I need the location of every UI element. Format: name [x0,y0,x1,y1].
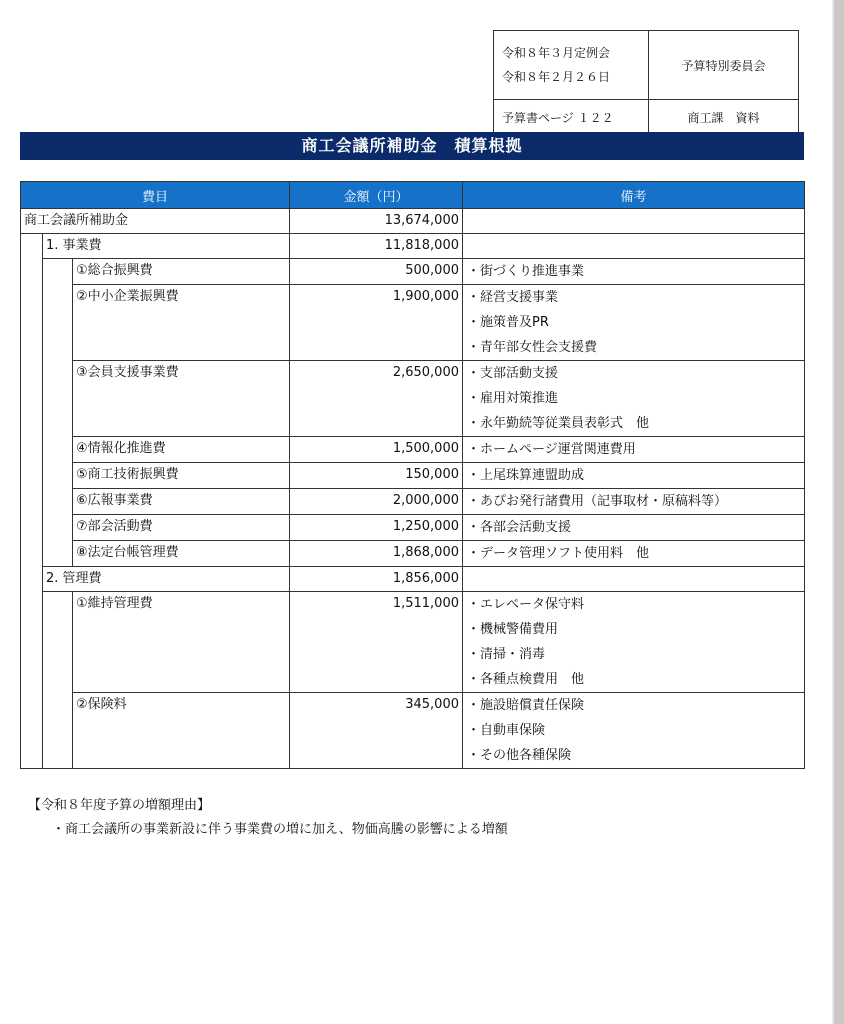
item-name: ①総合振興費 [73,259,290,285]
reason-text: ・商工会議所の事業新設に伴う事業費の増に加え、物価高騰の影響による増額 [52,822,508,837]
indent-cell [43,361,73,437]
item-name: ⑤商工技術振興費 [73,463,290,489]
indent-cell [43,437,73,463]
remark-line: ・エレベータ保守料 [467,597,585,612]
item-name: ⑦部会活動費 [73,515,290,541]
item-amount: 2,650,000 [290,361,463,437]
group-name: 2. 管理費 [43,567,290,592]
item-amount: 2,000,000 [290,489,463,515]
item-remarks [463,489,805,515]
indent-cell [21,592,43,693]
indent-cell [43,259,73,285]
group-amount: 1,856,000 [290,567,463,592]
item-remarks [463,693,805,769]
group-remarks [463,567,805,592]
remark-line: ・ホームページ運営関連費用 [467,442,636,457]
table-row [21,285,805,361]
remark-line: ・雇用対策推進 [467,391,559,406]
group-name: 1. 事業費 [43,234,290,259]
table-row [21,361,805,437]
indent-cell [43,285,73,361]
page-edge [834,0,844,1024]
item-name: ④情報化推進費 [73,437,290,463]
group-remarks [463,234,805,259]
indent-cell [21,437,43,463]
indent-cell [21,361,43,437]
indent-cell [21,234,43,259]
item-remarks [463,515,805,541]
department-cell: 商工課 資料 [649,100,799,135]
item-amount: 345,000 [290,693,463,769]
item-remarks [463,259,805,285]
item-name: ⑥広報事業費 [73,489,290,515]
item-amount: 1,868,000 [290,541,463,567]
indent-cell [21,515,43,541]
total-remarks [463,209,805,234]
indent-cell [21,567,43,592]
remark-line: ・あぴお発行諸費用（記事取材・原稿料等） [467,494,728,509]
table-row [21,693,805,769]
indent-cell [43,541,73,567]
indent-cell [43,463,73,489]
table-row [21,515,805,541]
item-name: ②保険料 [73,693,290,769]
item-amount: 1,511,000 [290,592,463,693]
remark-line: ・その他各種保険 [467,748,572,763]
remark-line: ・経営支援事業 [467,290,559,305]
item-name: ①維持管理費 [73,592,290,693]
indent-cell [43,515,73,541]
meeting-line2: 令和８年２月２６日 [502,70,611,84]
table-row [21,463,805,489]
total-amount: 13,674,000 [290,209,463,234]
remark-line: ・街づくり推進事業 [467,264,585,279]
meeting-line1: 令和８年３月定例会 [502,46,611,60]
total-name: 商工会議所補助金 [21,209,290,234]
item-name: ③会員支援事業費 [73,361,290,437]
indent-cell [21,259,43,285]
item-name: ⑧法定台帳管理費 [73,541,290,567]
item-remarks [463,592,805,693]
meeting-cell [494,31,649,100]
meta-table [493,30,799,135]
page-title: 商工会議所補助金 積算根拠 [20,132,804,160]
item-remarks [463,541,805,567]
remark-line: ・施策普及PR [467,315,549,330]
item-amount: 1,900,000 [290,285,463,361]
remark-line: ・永年勤続等従業員表彰式 他 [467,416,650,431]
item-remarks [463,361,805,437]
item-remarks [463,285,805,361]
remark-line: ・施設賠償責任保険 [467,698,585,713]
indent-cell [43,592,73,693]
remark-line: ・清掃・消毒 [467,647,546,662]
indent-cell [21,693,43,769]
indent-cell [21,285,43,361]
indent-cell [21,541,43,567]
remark-line: ・自動車保険 [467,723,546,738]
remark-line: ・機械警備費用 [467,622,559,637]
reason-title: 【令和８年度予算の増額理由】 [28,798,211,813]
remark-line: ・上尾珠算連盟助成 [467,468,585,483]
table-row [21,234,805,259]
item-remarks [463,463,805,489]
item-amount: 1,250,000 [290,515,463,541]
item-amount: 500,000 [290,259,463,285]
item-amount: 150,000 [290,463,463,489]
table-row [21,437,805,463]
remark-line: ・データ管理ソフト使用料 他 [467,546,650,561]
table-row [21,567,805,592]
remark-line: ・各種点検費用 他 [467,672,585,687]
table-row [21,259,805,285]
indent-cell [21,489,43,515]
committee-cell: 予算特別委員会 [649,31,799,100]
table-row [21,489,805,515]
item-name: ②中小企業振興費 [73,285,290,361]
indent-cell [43,489,73,515]
remark-line: ・支部活動支援 [467,366,559,381]
table-row [21,541,805,567]
item-amount: 1,500,000 [290,437,463,463]
indent-cell [21,463,43,489]
header-item: 費目 [21,182,290,209]
indent-cell [43,693,73,769]
remark-line: ・青年部女性会支援費 [467,340,598,355]
header-remarks: 備考 [463,182,805,209]
item-remarks [463,437,805,463]
remark-line: ・各部会活動支援 [467,520,572,535]
table-row [21,592,805,693]
budget-table [20,181,805,769]
group-amount: 11,818,000 [290,234,463,259]
table-row [21,209,805,234]
page-ref-cell: 予算書ページ １２２ [494,100,649,135]
header-amount: 金額（円） [290,182,463,209]
budget-body [21,209,805,769]
